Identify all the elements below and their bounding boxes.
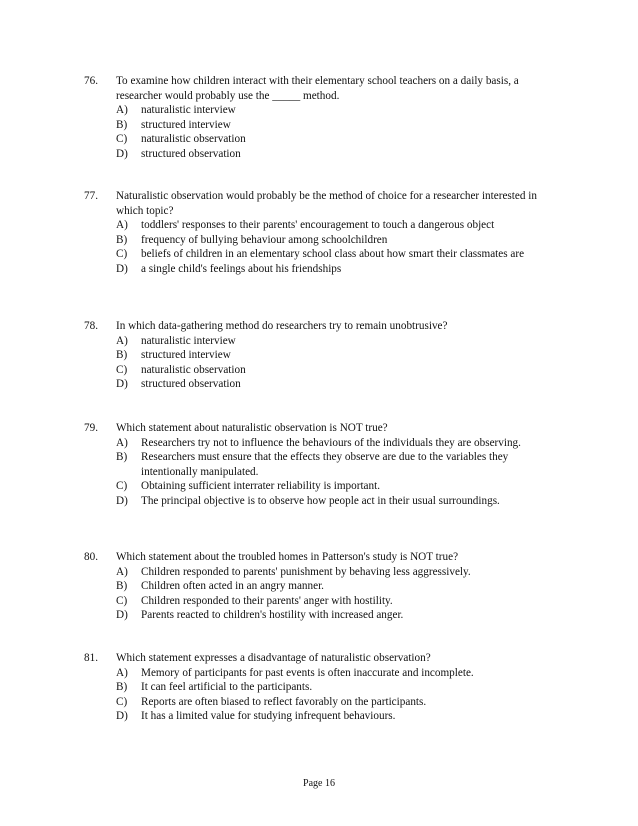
question-number: 76. — [84, 75, 98, 87]
option-text: structured interview — [141, 349, 231, 361]
option-b — [116, 233, 554, 248]
option-d — [116, 709, 554, 724]
option-letter: D) — [116, 494, 128, 507]
option-letter: B) — [116, 233, 128, 246]
option-d — [116, 494, 554, 509]
option-text: Obtaining sufficient interrater reliability is important. — [141, 480, 381, 492]
option-letter: A) — [116, 565, 128, 578]
option-letter: D) — [116, 710, 128, 722]
question-number: 78. — [84, 320, 98, 332]
option-letter: C) — [116, 695, 128, 708]
option-a — [116, 565, 554, 580]
option-letter: D) — [116, 378, 128, 390]
option-letter: D) — [116, 609, 128, 621]
option-a — [116, 218, 554, 233]
option-d — [116, 608, 554, 623]
option-c — [116, 363, 554, 378]
question-number: 81. — [84, 652, 98, 664]
question-stem — [84, 319, 554, 334]
page-number: Page 16 — [303, 778, 335, 789]
question-stem — [84, 189, 554, 218]
option-letter: B) — [116, 349, 128, 361]
question-79 — [84, 421, 554, 508]
option-c — [116, 695, 554, 710]
option-text: beliefs of children in an elementary school class about how smart their classmates are — [141, 248, 525, 260]
option-c — [116, 594, 554, 609]
option-letter: A) — [116, 666, 128, 679]
question-number: 77. — [84, 190, 98, 202]
question-text: To examine how children interact with their elementary school teachers on a daily basis, a researcher would probably use the _____ method. — [116, 75, 519, 102]
option-text: Reports are often biased to reflect favorably on the participants. — [141, 695, 427, 708]
option-letter: D) — [116, 147, 128, 160]
option-text: Memory of participants for past events is often inaccurate and incomplete. — [141, 666, 474, 679]
option-text: It can feel artificial to the participants. — [141, 681, 313, 693]
option-letter: C) — [116, 594, 128, 607]
option-c — [116, 247, 554, 262]
option-b — [116, 348, 554, 363]
question-text: Which statement expresses a disadvantage of naturalistic observation? — [116, 652, 431, 664]
option-letter: B) — [116, 681, 128, 693]
question-stem — [84, 421, 554, 436]
option-letter: C) — [116, 248, 128, 260]
question-77 — [84, 189, 554, 276]
option-text: It has a limited value for studying infrequent behaviours. — [141, 710, 396, 722]
question-number: 79. — [84, 422, 98, 434]
option-letter: C) — [116, 480, 128, 492]
option-letter: C) — [116, 133, 128, 145]
option-letter: A) — [116, 436, 128, 449]
option-d — [116, 147, 554, 162]
option-b — [116, 118, 554, 133]
option-text: structured observation — [141, 147, 241, 160]
option-a — [116, 334, 554, 349]
option-text: a single child's feelings about his friendships — [141, 262, 342, 275]
option-text: Children responded to parents' punishment by behaving less aggressively. — [141, 565, 471, 578]
question-text: In which data-gathering method do researchers try to remain unobtrusive? — [116, 320, 448, 332]
option-d — [116, 262, 554, 277]
option-letter: C) — [116, 363, 128, 376]
question-number: 80. — [84, 551, 98, 563]
option-letter: B) — [116, 451, 128, 463]
option-text: The principal objective is to observe how people act in their usual surroundings. — [141, 494, 500, 507]
option-text: naturalistic observation — [141, 363, 246, 376]
option-b — [116, 680, 554, 695]
option-letter: A) — [116, 104, 128, 116]
option-a — [116, 666, 554, 681]
question-stem — [84, 651, 554, 666]
option-b — [116, 579, 554, 594]
option-letter: A) — [116, 219, 128, 231]
option-b — [116, 450, 554, 479]
question-76 — [84, 74, 554, 161]
option-text: Researchers must ensure that the effects they observe are due to the variables they intentionally manipulated. — [141, 451, 509, 478]
option-c — [116, 132, 554, 147]
question-81 — [84, 651, 554, 724]
option-a — [116, 103, 554, 118]
question-78 — [84, 319, 554, 392]
option-letter: B) — [116, 118, 128, 131]
option-letter: D) — [116, 262, 128, 275]
question-text: Which statement about the troubled homes in Patterson's study is NOT true? — [116, 551, 459, 563]
option-text: Parents reacted to children's hostility with increased anger. — [141, 609, 404, 621]
option-text: naturalistic interview — [141, 334, 236, 347]
option-text: Children often acted in an angry manner. — [141, 580, 324, 592]
option-a — [116, 436, 554, 451]
question-text: Naturalistic observation would probably be the method of choice for a researcher interested in which topic? — [116, 190, 537, 217]
option-text: structured observation — [141, 378, 241, 390]
question-stem — [84, 74, 554, 103]
option-text: naturalistic observation — [141, 133, 246, 145]
option-text: structured interview — [141, 118, 231, 131]
option-c — [116, 479, 554, 494]
option-text: naturalistic interview — [141, 104, 236, 116]
option-text: frequency of bullying behaviour among schoolchildren — [141, 233, 388, 246]
option-d — [116, 377, 554, 392]
option-letter: B) — [116, 580, 128, 592]
option-text: Children responded to their parents' anger with hostility. — [141, 594, 393, 607]
question-stem — [84, 550, 554, 565]
question-text: Which statement about naturalistic observation is NOT true? — [116, 422, 388, 434]
option-letter: A) — [116, 334, 128, 347]
question-80 — [84, 550, 554, 623]
option-text: toddlers' responses to their parents' encouragement to touch a dangerous object — [141, 219, 495, 231]
option-text: Researchers try not to influence the behaviours of the individuals they are observing. — [141, 436, 521, 449]
